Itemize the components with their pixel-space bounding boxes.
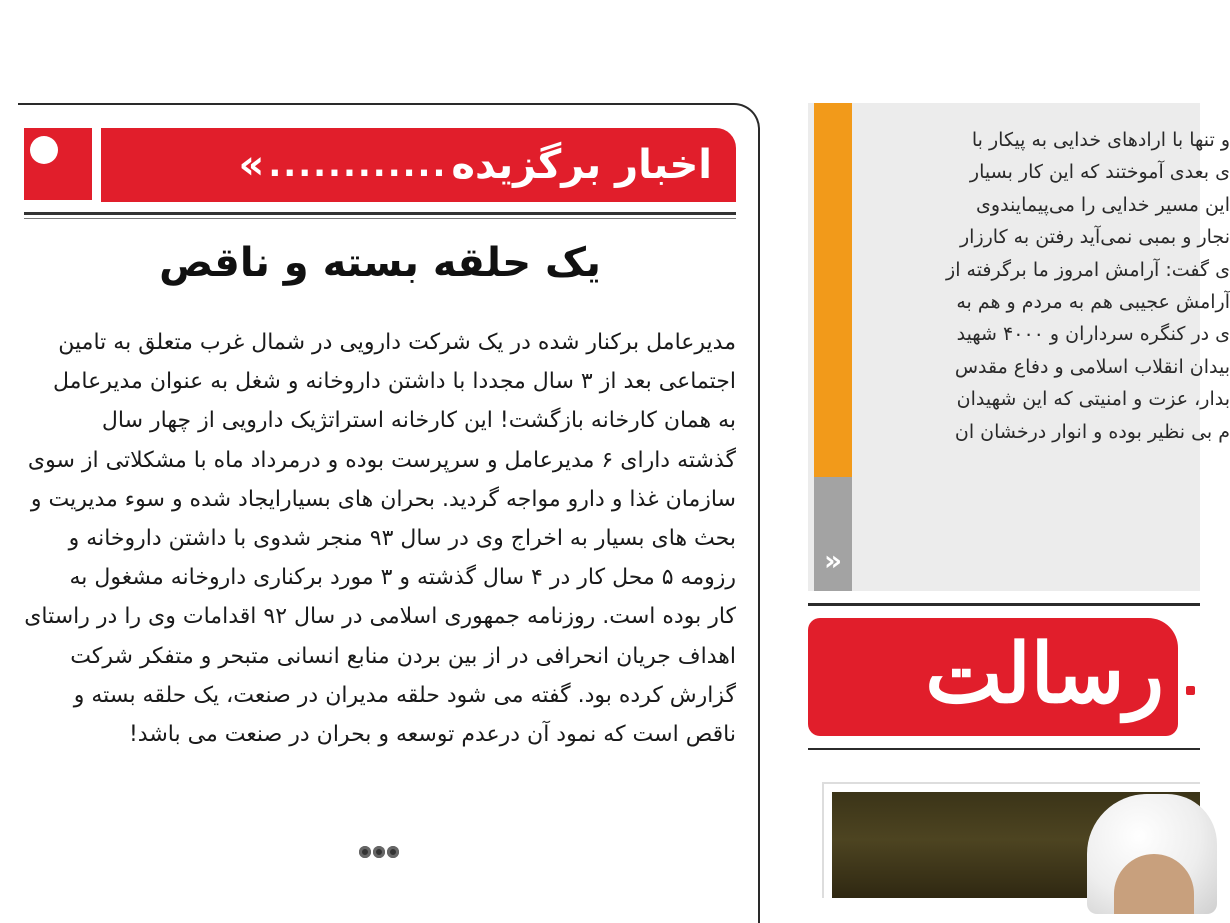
- quote-line: بیدان انقلاب اسلامی و دفاع مقدس: [954, 355, 1230, 378]
- end-dot-icon: [359, 846, 371, 858]
- quote-line: آرامش عجیبی هم به مردم و هم به: [956, 291, 1230, 314]
- article-line: سازمان غذا و دارو مواجه گردید. بحران های بسیارایجاد شده و سوء مدیریت و: [30, 486, 736, 512]
- article-line: کار بوده است. روزنامه جمهوری اسلامی در سال ۹۲ اقدامات وی را در راستای: [24, 604, 736, 630]
- quote-line: ی گفت: آرامش امروز ما برگرفته از: [946, 258, 1230, 281]
- divider: [808, 603, 1200, 606]
- end-dot-icon: [373, 846, 385, 858]
- quote-line: ی بعدی آموختند که این کار بسیار: [969, 161, 1230, 184]
- chevron-left-icon: »: [238, 142, 265, 188]
- article-body: [22, 323, 736, 754]
- circle-icon: [30, 136, 58, 164]
- logo-side-gap: [1182, 618, 1200, 736]
- divider: [24, 212, 736, 215]
- quote-text: [870, 124, 1230, 448]
- logo-text: رسالت: [925, 626, 1164, 722]
- end-dot-icon: [387, 846, 399, 858]
- quote-text-clip: [862, 103, 1230, 591]
- quote-line: م بی نظیر بوده و انوار درخشان ان: [954, 420, 1230, 443]
- article-line: گزارش کرده بود. گفته می شود حلقه مدیران در صنعت، یک حلقه بسته و: [73, 682, 736, 708]
- section-marker: [24, 128, 92, 200]
- divider: [808, 748, 1200, 750]
- section-title-dots: ............: [268, 145, 448, 185]
- chevron-left-icon: »: [823, 544, 843, 577]
- accent-bar: [814, 103, 852, 477]
- article-line: به همان کارخانه بازگشت! این کارخانه استراتژیک دارویی از چهار سال: [101, 408, 736, 434]
- article-line: گذشته دارای ۶ مدیرعامل و سرپرست بوده و درمرداد ماه با مشکلاتی از سوی: [27, 447, 736, 473]
- article-line: رزومه ۵ محل کار در ۴ سال گذشته و ۳ مورد برکناری داروخانه مشغول به: [69, 565, 736, 591]
- article-line: بحث های بسیار به اخراج وی در سال ۹۳ منجر شدوی با داشتن داروخانه و: [68, 526, 736, 552]
- quote-line: نجار و بمبی نمی‌آید رفتن به کارزار: [960, 226, 1230, 249]
- quote-line: ی در کنگره سرداران و ۴۰۰۰ شهید: [956, 323, 1230, 346]
- newspaper-logo: [808, 618, 1178, 736]
- portrait-photo: [832, 792, 1200, 898]
- quote-line: این مسیر خدایی را می‌پیمایندوی: [976, 193, 1230, 216]
- logo-mark: [1186, 686, 1195, 695]
- article-line: اجتماعی بعد از ۳ سال مجددا با داشتن داروخانه و شغل به عنوان مدیرعامل: [52, 369, 736, 395]
- article-line: ناقص است که نمود آن درعدم توسعه و بحران در صنعت می باشد!: [128, 722, 736, 748]
- article-line: مدیرعامل برکنار شده در یک شرکت دارویی در شمال غرب متعلق به تامین: [58, 330, 736, 355]
- quote-line: و تنها با ارادهای خدایی به پیکار با: [971, 129, 1230, 151]
- section-title: اخبار برگزیده: [451, 142, 712, 188]
- divider: [24, 218, 736, 219]
- article-headline: یک حلقه بسته و ناقص: [159, 240, 601, 286]
- article-end-mark: [344, 842, 414, 863]
- quote-line: بدار، عزت و امنیتی که این شهیدان: [956, 388, 1230, 411]
- article-line: اهداف جریان انحرافی در از بین بردن منابع انسانی متبحر و متفکر شرکت: [70, 643, 736, 669]
- section-banner: [101, 128, 736, 202]
